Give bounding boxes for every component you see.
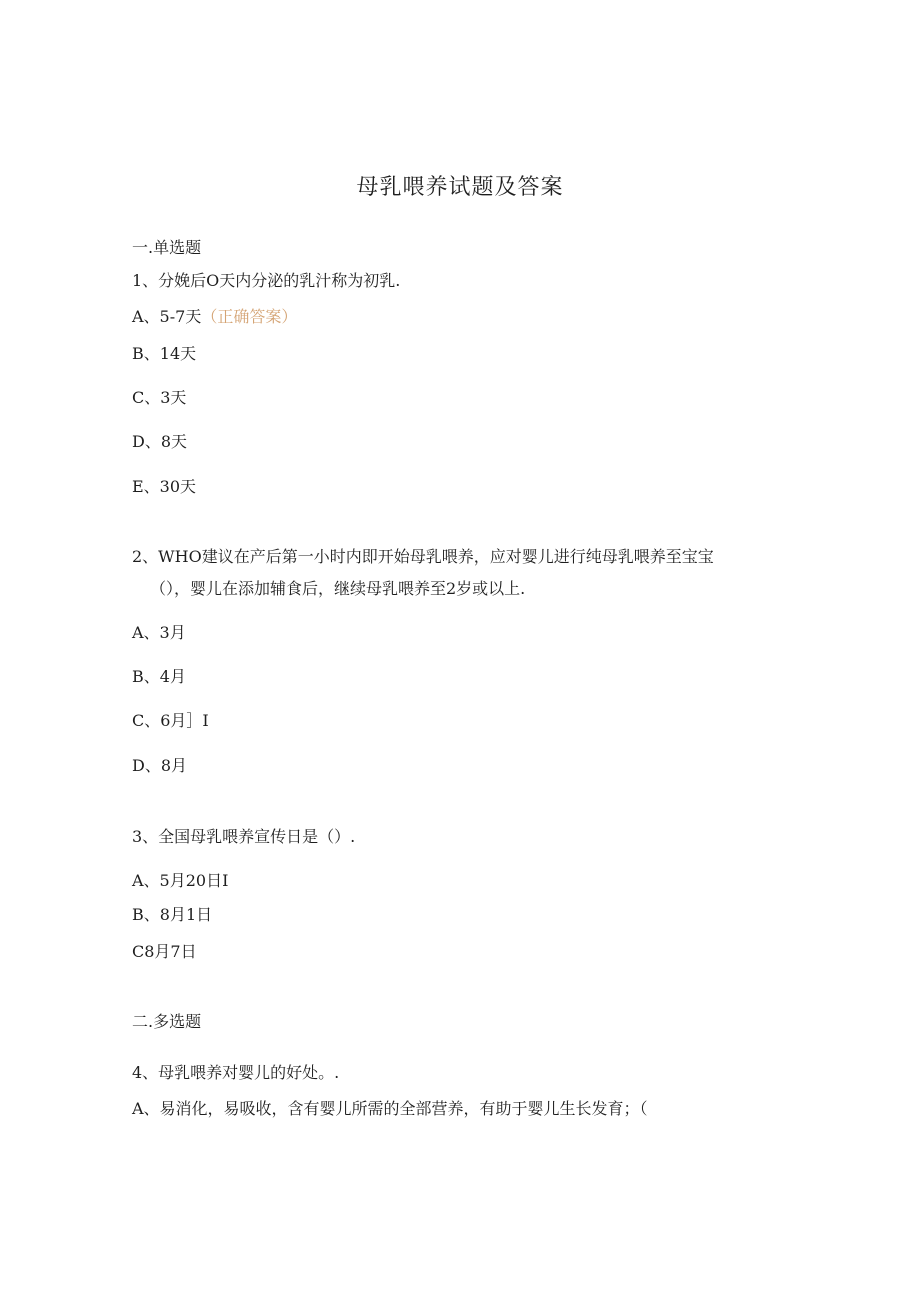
option-text: A、5-7天	[132, 307, 202, 326]
question-2-stem-line-2: （），婴儿在添加辅食后，继续母乳喂养至2岁或以上.	[150, 579, 526, 598]
question-2-option-a: A、3月	[132, 623, 186, 642]
question-1-option-b: B、14天	[132, 344, 197, 363]
question-2-option-d: D、8月	[132, 756, 188, 775]
section-heading-multiple-choice: 二.多选题	[132, 1012, 202, 1031]
document-title: 母乳喂养试题及答案	[356, 175, 564, 200]
question-2-option-b: B、4月	[132, 667, 186, 686]
question-3-stem: 3、全国母乳喂养宣传日是（）.	[132, 827, 356, 846]
question-3-option-b: B、8月1日	[132, 905, 213, 924]
question-1-option-a	[132, 306, 297, 328]
question-4-stem: 4、母乳喂养对婴儿的好处。.	[132, 1063, 340, 1082]
question-1-option-c: C、3天	[132, 388, 187, 407]
question-2-option-c: C、6月］I	[132, 711, 209, 730]
question-4-option-a: A、易消化，易吸收，含有婴儿所需的全部营养，有助于婴儿生长发育；（	[132, 1099, 648, 1118]
question-1-option-e: E、30天	[132, 477, 197, 496]
question-2-stem-line-1: 2、WHO建议在产后第一小时内即开始母乳喂养，应对婴儿进行纯母乳喂养至宝宝	[132, 547, 714, 566]
question-3-option-c: C8月7日	[132, 942, 197, 961]
section-heading-single-choice: 一.单选题	[132, 238, 202, 257]
question-3-option-a: A、5月20日I	[132, 871, 229, 890]
correct-answer-mark: （正确答案）	[201, 307, 298, 326]
question-1-stem: 1、分娩后O天内分泌的乳汁称为初乳.	[132, 271, 401, 290]
question-1-option-d: D、8天	[132, 432, 188, 451]
